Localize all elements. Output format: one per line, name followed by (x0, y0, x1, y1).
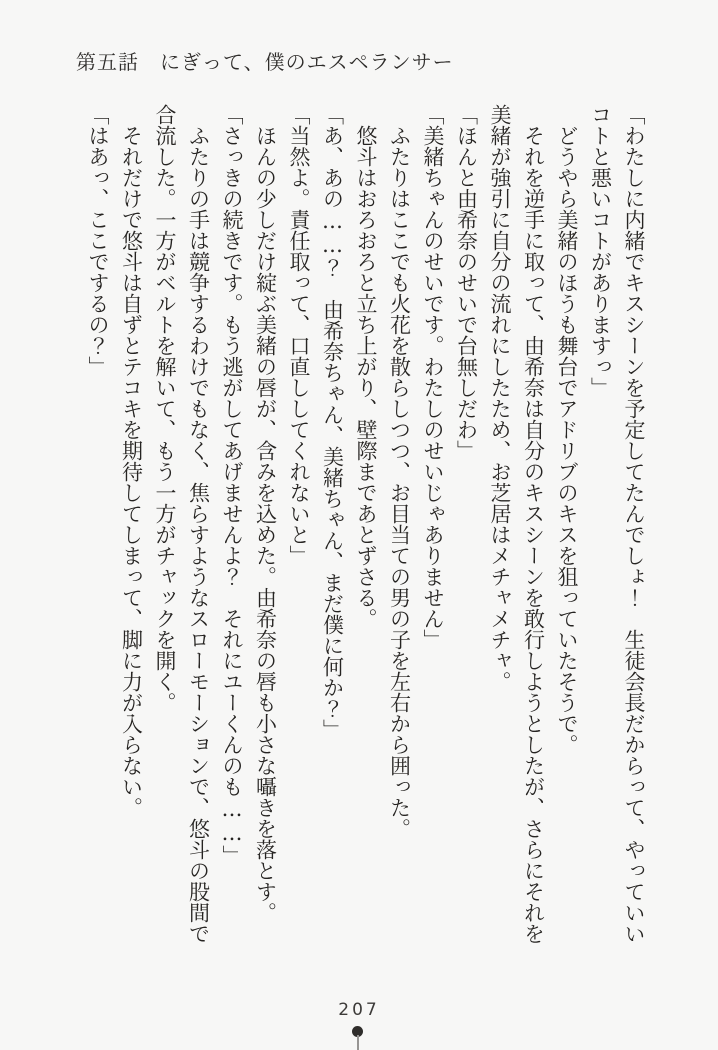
text-column: 「さっきの続きです。もう逃がしてあげませんよ？ それにユーくんのも……」 (220, 104, 244, 866)
text-column: 「わたしに内緒でキスシーンを予定してたんでしょ！ 生徒会長だからって、やっていい (622, 104, 646, 944)
text-column: ふたりはここでも火花を散らしつつ、お目当ての男の子を左右から囲った。 (387, 125, 412, 839)
text-column: 「ほんと由希奈のせいで台無しだわ」 (454, 104, 479, 461)
body-text (81, 104, 651, 984)
text-column: どうやら美緒のほうも舞台でアドリブのキスを狙っていたそうで。 (555, 125, 579, 755)
text-column: 美緒が強引に自分の流れにしたため、お芝居はメチャメチャ。 (488, 104, 512, 692)
chapter-header: 第五話 にぎって、僕のエスペランサー (76, 50, 454, 74)
pin-marker-stem (357, 1035, 359, 1050)
text-column: それを逆手に取って、由希奈は自分のキスシーンを敢行しようとしたが、さらにそれを (521, 125, 546, 944)
text-column: 悠斗はおろおろと立ち上がり、壁際まであとずさる。 (354, 125, 378, 629)
text-column: ふたりの手は競争するわけでもなく、焦らすようなスローモーションで、悠斗の股間で (186, 125, 211, 944)
text-column: 「はあっ、ここでするの？」 (86, 104, 110, 377)
text-column: ほんの少しだけ綻ぶ美緒の唇が、含みを込めた。由希奈の唇も小さな囁きを落とす。 (253, 125, 278, 923)
text-column: 「あ、あの……？ 由希奈ちゃん、美緒ちゃん、まだ僕に何か？」 (320, 104, 345, 740)
text-column: コトと悪いコトがありますっ」 (588, 104, 613, 398)
text-column: 「美緒ちゃんのせいです。わたしのせいじゃありません」 (421, 104, 445, 650)
text-column: 合流した。一方がベルトを解いて、もう一方がチャックを開く。 (153, 104, 177, 713)
page-number: 207 (338, 1000, 380, 1020)
text-column: それだけで悠斗は自ずとテコキを期待してしまって、脚に力が入らない。 (119, 125, 144, 818)
text-column: 「当然よ。責任取って、口直ししてくれないと」 (287, 104, 311, 566)
